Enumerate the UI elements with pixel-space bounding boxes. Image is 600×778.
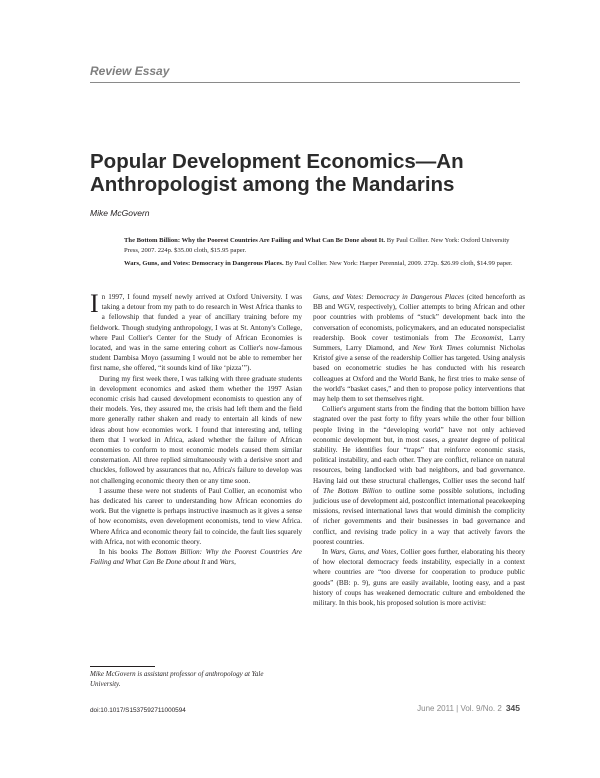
author-footnote: Mike McGovern is assistant professor of anthropology at Yale University. — [90, 670, 264, 688]
body-paragraph: Collier's argument starts from the finding that the bottom billion have stagnated over the past forty to fifty years while the other four billion people living in the “developing world” have not only achieved economic development but, in most cases, a greater degree of political stability. He identifies four “traps” that reinforce economic stasis, political instability, and each other. They are conflict, reliance on natural resources, being landlocked with bad neighbors, and bad governance. Having laid out these structural challenges, Collier uses the second half of The Bottom Billion to outline some possible solutions, including judicious use of development aid, postconflict international peacekeeping missions, revised international laws that would diminish the complicity of richer governments and their businesses in bad governance and conflict, and revising trade policy in a way that actively favors the poorest countries. — [313, 405, 525, 546]
article-title-line-1: Popular Development Economics—An — [90, 150, 464, 173]
book-title: Wars, Guns, and Votes: Democracy in Dangerous Places. — [124, 260, 284, 268]
article-title — [90, 150, 520, 196]
reviewed-books — [124, 236, 520, 273]
book-details: By Paul Collier. New York: Oxford University Press, 2007. 224p. $35.00 cloth, $15.95 paper. — [124, 237, 510, 254]
book-title: The Bottom Billion: Why the Poorest Countries Are Failing and What Can Be Done about It. — [124, 237, 386, 244]
article-title-line-2: Anthropologist among the Mandarins — [90, 173, 455, 196]
reviewed-book-2 — [124, 259, 520, 269]
body-paragraph: In his books The Bottom Billion: Why the Poorest Countries Are Failing and What Can Be Done about It and Wars, — [90, 548, 302, 567]
section-label: Review Essay — [90, 64, 170, 78]
book-details: By Paul Collier. New York: Harper Perennial, 2009. 272p. $26.99 cloth, $14.99 paper. — [285, 260, 513, 268]
body-paragraph: During my first week there, I was talking with three graduate students in development economics and asked them whether the 1997 Asian economic crisis had caused development economists to question any of their models. Yes, they assured me, the crisis had left them and the field more generally rather shaken and ready to entertain all kinds of new ideas about how economies work. I found that interesting and, telling them that I worked in Africa, asked whether the failure of African economies to conform to most economic models caused them similar consternation. All three replied simultaneously with a derisive snort and chuckles, followed by assurances that no, Africa's failure to develop was not challenging economic theory then or any time soon. — [90, 374, 302, 485]
body-paragraph: In Wars, Guns, and Votes, Collier goes further, elaborating his theory of how electoral democracy feeds instability, especially in a context where countries are “too diverse for cooperation to produce public goods” (BB: p. 9), guns are easily available, looting easy, and a past history of coups has weakened democratic culture and emboldened the military. In this book, his proposed solution is more activist: — [313, 548, 525, 608]
body-paragraph: In 1997, I found myself newly arrived at Oxford University. I was taking a detour from my path to do research in West Africa thanks to a fellowship that funded a year of ancillary training before my fieldwork. Though studying anthropology, I was at St. Antony's College, where Paul Collier's Center for the Study of African Economies is located, and was in the same entering cohort as Collier's now-famous student Dambisa Moyo (assuming I would not be able to remember her first name, she offered, “it sounds kind of like ‘pizza’”). — [90, 289, 302, 373]
drop-cap: I — [90, 289, 99, 318]
issue-info — [417, 703, 520, 713]
issue-text: June 2011 | Vol. 9/No. 2 — [417, 704, 502, 713]
body-column-left — [90, 289, 302, 567]
body-paragraph: Guns, and Votes: Democracy in Dangerous Places (cited henceforth as BB and WGV, respectively), Collier attempts to bring African and other poor countries with problems of “stuck” development back into the conversation of economists, policymakers, and an educated nonspecialist readership. Book cover testimonials from The Economist, Larry Summers, Larry Diamond, and New York Times columnist Nicholas Kristof give a sense of the readership Collier has targeted. Using analysis based on econometric studies he has conducted with his research colleagues at Oxford and the World Bank, he first tries to make sense of the world's “basket cases,” and then to propose policy interventions that may help them to set themselves right. — [313, 293, 525, 404]
section-divider — [90, 82, 520, 83]
page-number: 345 — [505, 703, 520, 713]
body-paragraph: I assume these were not students of Paul Collier, an economist who has dedicated his career to understanding how African economies do work. But the vignette is perhaps instructive inasmuch as it gives a sense of how economists, even development economists, tend to view Africa. Where Africa and economic theory fail to coincide, the fault lies squarely with Africa, not with economic theory. — [90, 486, 302, 546]
article-author: Mike McGovern — [90, 208, 150, 218]
doi-text: doi:10.1017/S1537592711000594 — [90, 707, 186, 714]
reviewed-book-1 — [124, 236, 520, 255]
footnote-divider — [90, 666, 155, 667]
body-column-right — [313, 292, 525, 608]
